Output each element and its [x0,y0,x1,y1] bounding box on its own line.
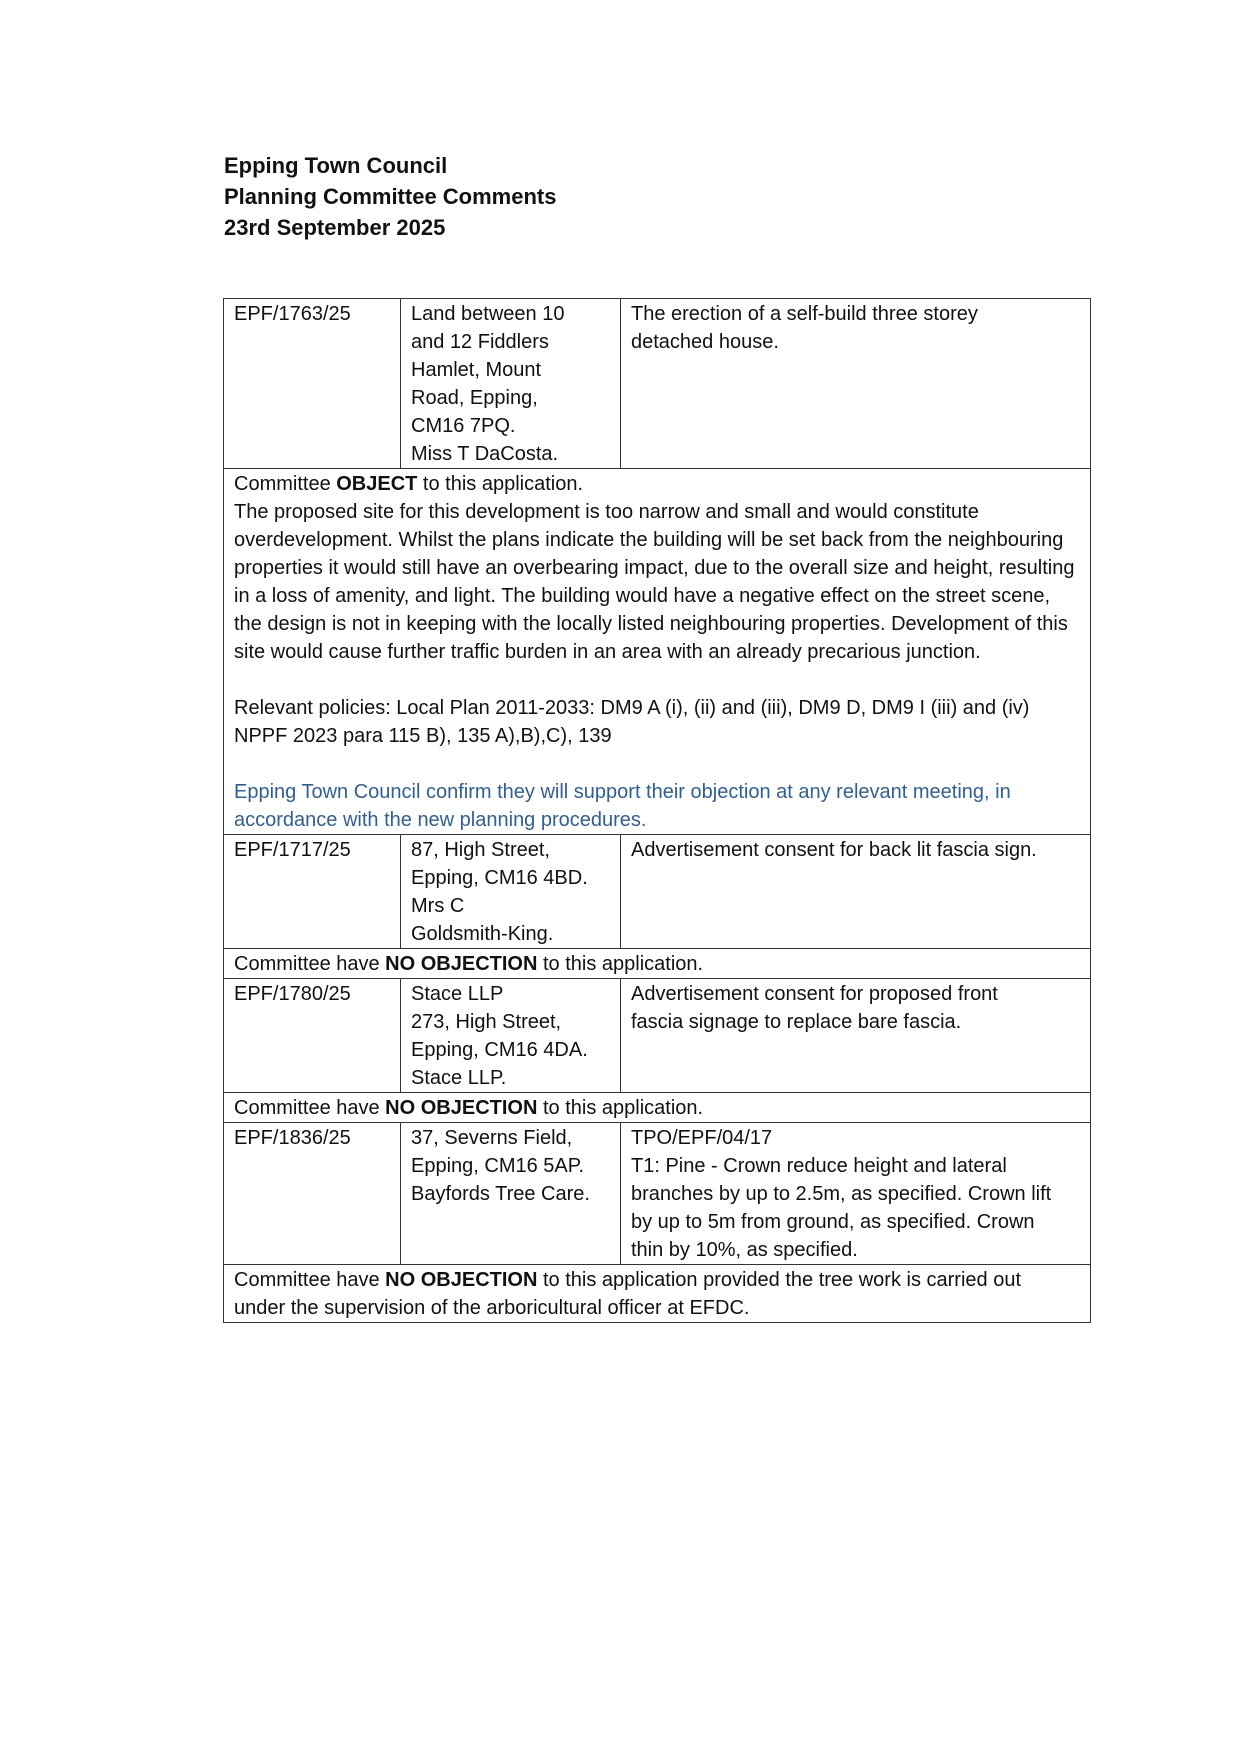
address-line: Goldsmith-King. [411,923,554,945]
description-line: The erection of a self-build three storey [631,303,978,325]
address-line: and 12 Fiddlers [411,331,549,353]
application-description [621,299,1091,469]
document-title: Planning Committee Comments [224,184,557,209]
application-row [224,835,1091,949]
decision-prefix: Committee have [234,1269,386,1291]
description-line: Advertisement consent for proposed front [631,983,998,1005]
address-line: Epping, CM16 4BD. [411,867,588,889]
application-description [621,979,1091,1093]
support-statement: Epping Town Council confirm they will support their objection at any relevant meeting, in accordance with the new planning procedures. [234,781,1011,831]
committee-comment [224,1093,1091,1123]
address-line: CM16 7PQ. [411,415,516,437]
spacer [234,666,1080,694]
committee-decision [234,1094,1080,1122]
decision-suffix: to this application provided the tree work is carried out [537,1269,1022,1291]
application-reference: EPF/1717/25 [224,835,401,949]
application-address [401,835,621,949]
application-address [401,1123,621,1265]
description-line: thin by 10%, as specified. [631,1239,858,1261]
committee-decision [234,1266,1080,1294]
committee-comment-row [224,1093,1091,1123]
address-line: Hamlet, Mount [411,359,542,381]
decision-prefix: Committee have [234,1097,386,1119]
description-line: Advertisement consent for back lit fascia sign. [631,839,1037,861]
decision-keyword: NO OBJECTION [385,953,538,975]
relevant-policies-line: NPPF 2023 para 115 B), 135 A),B),C), 139 [234,725,612,747]
committee-decision [234,470,1080,498]
application-reference: EPF/1836/25 [224,1123,401,1265]
description-line: TPO/EPF/04/17 [631,1127,773,1149]
application-description [621,835,1091,949]
decision-condition: under the supervision of the arboricultural officer at EFDC. [234,1297,750,1319]
description-line: branches by up to 2.5m, as specified. Crown lift [631,1183,1052,1205]
document-header [224,150,556,243]
address-line: Miss T DaCosta. [411,443,559,465]
description-line: T1: Pine - Crown reduce height and lateral [631,1155,1007,1177]
address-line: 87, High Street, [411,839,550,861]
address-line: Stace LLP. [411,1067,507,1089]
address-line: Mrs C [411,895,465,917]
application-description [621,1123,1091,1265]
application-row [224,299,1091,469]
planning-applications-table [223,298,1091,1323]
decision-suffix: to this application. [417,473,584,495]
meeting-date: 23rd September 2025 [224,215,446,240]
decision-keyword: NO OBJECTION [385,1269,538,1291]
decision-prefix: Committee have [234,953,386,975]
application-row [224,979,1091,1093]
description-line: fascia signage to replace bare fascia. [631,1011,962,1033]
address-line: Stace LLP [411,983,504,1005]
application-reference: EPF/1763/25 [224,299,401,469]
council-name: Epping Town Council [224,153,448,178]
application-address [401,299,621,469]
relevant-policies-line: Relevant policies: Local Plan 2011-2033: DM9 A (i), (ii) and (iii), DM9 D, DM9 I (iii) and (iv) [234,697,1030,719]
decision-suffix: to this application. [537,1097,704,1119]
address-line: Road, Epping, [411,387,538,409]
committee-comment [224,469,1091,835]
decision-prefix: Committee [234,473,337,495]
application-row [224,1123,1091,1265]
committee-comment-row [224,1265,1091,1323]
committee-comment-row [224,949,1091,979]
address-line: Bayfords Tree Care. [411,1183,590,1205]
decision-suffix: to this application. [537,953,704,975]
objection-reasons: The proposed site for this development is too narrow and small and would constitute overdevelopment. Whilst the plans indicate the building will be set back from the neighbouring properties it would still have an overbearing impact, due to the overall size and height, resulting in a loss of amenity, and light. The building would have a negative effect on the street scene, the design is not in keeping with the locally listed neighbouring properties. Development of this site would cause further traffic burden in an area with an already precarious junction. [234,501,1075,663]
description-line: by up to 5m from ground, as specified. Crown [631,1211,1035,1233]
committee-decision [234,950,1080,978]
application-reference: EPF/1780/25 [224,979,401,1093]
address-line: Land between 10 [411,303,565,325]
decision-keyword: NO OBJECTION [385,1097,538,1119]
description-line: detached house. [631,331,779,353]
address-line: 273, High Street, [411,1011,562,1033]
committee-comment [224,949,1091,979]
committee-comment-row [224,469,1091,835]
address-line: Epping, CM16 5AP. [411,1155,585,1177]
address-line: Epping, CM16 4DA. [411,1039,588,1061]
committee-comment [224,1265,1091,1323]
application-address [401,979,621,1093]
address-line: 37, Severns Field, [411,1127,573,1149]
spacer [234,750,1080,778]
decision-keyword: OBJECT [336,473,418,495]
